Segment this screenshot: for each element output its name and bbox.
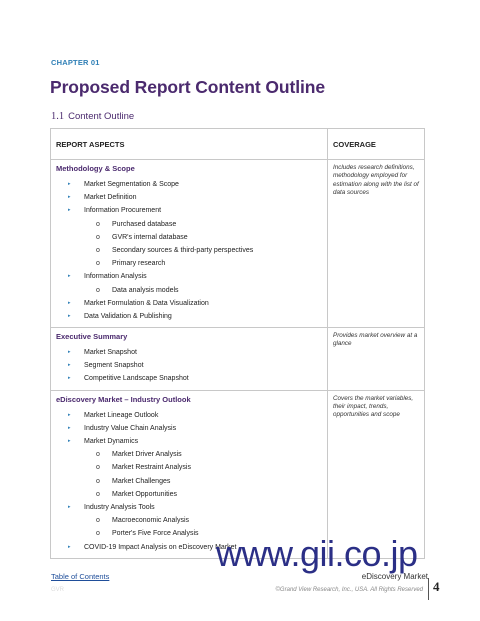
group-title: Executive Summary xyxy=(56,332,128,342)
outline-item xyxy=(56,435,322,448)
outline-subitem-label: Market Driver Analysis xyxy=(112,451,182,459)
section-heading xyxy=(51,111,134,122)
outline-item-label: Industry Value Chain Analysis xyxy=(84,424,177,432)
aspects-cell xyxy=(51,328,328,391)
group-title: Methodology & Scope xyxy=(56,164,135,173)
triangle-bullet-icon: ▸ xyxy=(68,299,71,306)
footer-market-name: eDiscovery Market xyxy=(361,572,428,581)
outline-item xyxy=(56,346,322,359)
outline-item xyxy=(56,501,322,514)
footer-copyright: ©Grand View Research, Inc., USA. All Rights Reserved xyxy=(275,587,423,593)
outline-subitem xyxy=(56,244,322,257)
outline-subitem-label: Data analysis models xyxy=(112,286,179,294)
outline-subitem-label: Market Restraint Analysis xyxy=(112,464,191,472)
header-coverage: COVERAGE xyxy=(328,129,425,160)
watermark-url: www.gii.co.jp xyxy=(216,533,418,574)
outline-subitem xyxy=(56,461,322,474)
aspects-cell xyxy=(51,160,328,328)
outline-subitem xyxy=(56,231,322,244)
outline-subitem-label: Primary research xyxy=(112,260,166,268)
outline-item-label: Information Procurement xyxy=(84,207,162,215)
triangle-bullet-icon: ▸ xyxy=(68,438,71,444)
outline-subitem-label: Purchased database xyxy=(112,220,177,228)
triangle-bullet-icon: ▸ xyxy=(68,273,71,280)
coverage-cell: Includes research definitions, methodology employed for estimation along with the list of data sources xyxy=(328,160,425,328)
outline-item xyxy=(56,359,322,372)
triangle-bullet-icon: ▸ xyxy=(68,375,71,382)
outline-item-label: Information Analysis xyxy=(84,273,147,281)
outline-item-label: Market Definition xyxy=(84,194,137,202)
circle-bullet-icon: o xyxy=(96,286,100,294)
outline-subitem xyxy=(56,257,322,270)
table-row xyxy=(51,160,425,328)
circle-bullet-icon: o xyxy=(96,246,100,254)
outline-item-label: Segment Snapshot xyxy=(84,362,144,370)
outline-item-label: Market Lineage Outlook xyxy=(84,411,159,419)
triangle-bullet-icon: ▸ xyxy=(68,424,71,431)
outline-item-label: COVID-19 Impact Analysis on eDiscovery Market xyxy=(84,543,237,551)
outline-item-label: Competitive Landscape Snapshot xyxy=(84,375,189,383)
outline-subitem-label: Macroeconomic Analysis xyxy=(112,517,190,525)
triangle-bullet-icon: ▸ xyxy=(68,503,71,510)
chapter-label: CHAPTER 01 xyxy=(51,58,100,67)
outline-subitem xyxy=(56,284,322,297)
outline-subitem xyxy=(56,514,322,527)
circle-bullet-icon: o xyxy=(96,477,100,485)
outline-item-label: Industry Analysis Tools xyxy=(84,503,155,511)
footer-divider xyxy=(428,578,429,600)
outline-item xyxy=(56,270,322,283)
header-report-aspects: REPORT ASPECTS xyxy=(51,129,328,160)
outline-item xyxy=(56,297,322,310)
section-label: Content Outline xyxy=(68,111,135,122)
footer-faint-text: GVR xyxy=(51,587,65,593)
outline-item-label: Market Formulation & Data Visualization xyxy=(84,299,209,307)
outline-subitem-label: Market Challenges xyxy=(112,477,171,485)
outline-item xyxy=(56,204,322,217)
outline-item xyxy=(56,422,322,435)
section-number: 1.1 xyxy=(51,111,65,122)
outline-subitem xyxy=(56,475,322,488)
triangle-bullet-icon: ▸ xyxy=(68,411,71,418)
outline-subitem-label: GVR's internal database xyxy=(112,233,188,241)
outline-item-label: Market Dynamics xyxy=(84,438,139,445)
triangle-bullet-icon: ▸ xyxy=(68,194,71,201)
circle-bullet-icon: o xyxy=(96,530,100,538)
outline-item-label: Market Segmentation & Scope xyxy=(84,181,179,188)
coverage-cell: Provides market overview at a glance xyxy=(328,328,425,391)
circle-bullet-icon: o xyxy=(96,260,100,268)
table-of-contents-link[interactable]: Table of Contents xyxy=(51,572,110,581)
triangle-bullet-icon: ▸ xyxy=(68,181,71,187)
triangle-bullet-icon: ▸ xyxy=(68,543,71,550)
circle-bullet-icon: o xyxy=(96,220,100,228)
outline-subitem-label: Market Opportunities xyxy=(112,490,177,498)
outline-item xyxy=(56,409,322,422)
outline-subitem-label: Secondary sources & third-party perspectives xyxy=(112,246,254,254)
triangle-bullet-icon: ▸ xyxy=(68,312,71,319)
circle-bullet-icon: o xyxy=(96,464,100,472)
group-title: eDiscovery Market – Industry Outlook xyxy=(56,394,191,404)
coverage-cell: Covers the market variables, their impact, trends, opportunities and scope xyxy=(328,390,425,558)
outline-item xyxy=(56,191,322,204)
page-number: 4 xyxy=(433,579,440,594)
outline-subitem xyxy=(56,488,322,501)
circle-bullet-icon: o xyxy=(96,490,100,498)
circle-bullet-icon: o xyxy=(96,451,100,459)
table-header-row xyxy=(51,129,425,160)
content-outline-table xyxy=(50,128,425,559)
outline-subitem-label: Porter's Five Force Analysis xyxy=(112,530,199,538)
outline-item xyxy=(56,372,322,385)
page-title: Proposed Report Content Outline xyxy=(50,77,325,97)
triangle-bullet-icon: ▸ xyxy=(68,349,71,356)
outline-item-label: Data Validation & Publishing xyxy=(84,312,172,320)
outline-item xyxy=(56,178,322,191)
outline-item-label: Market Snapshot xyxy=(84,349,137,357)
circle-bullet-icon: o xyxy=(96,233,100,241)
outline-subitem xyxy=(56,218,322,231)
outline-item xyxy=(56,310,322,323)
outline-subitem xyxy=(56,448,322,461)
circle-bullet-icon: o xyxy=(96,517,100,525)
triangle-bullet-icon: ▸ xyxy=(68,362,71,369)
triangle-bullet-icon: ▸ xyxy=(68,207,71,214)
table-row xyxy=(51,328,425,391)
